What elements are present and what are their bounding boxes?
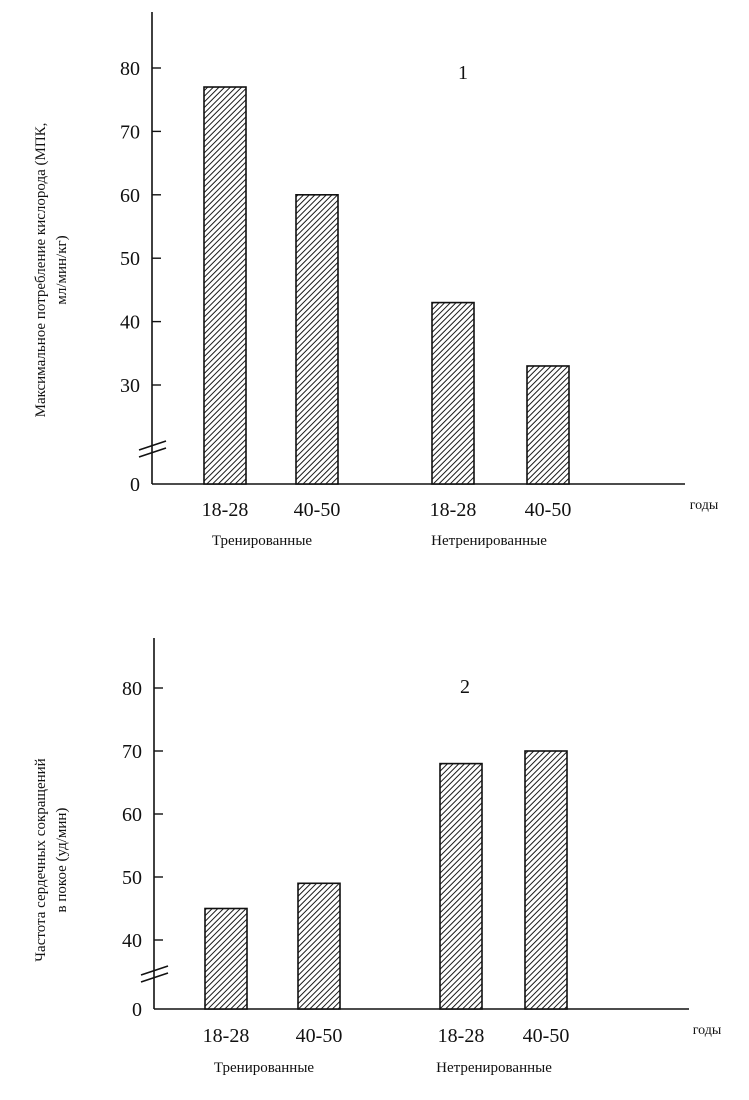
x-category-label: 40-50 xyxy=(524,499,572,521)
y-axis-title xyxy=(33,123,70,418)
y-axis-title xyxy=(33,758,70,961)
x-unit-label: годы xyxy=(689,498,719,513)
y-tick-label: 40 xyxy=(120,311,140,334)
bar-4 xyxy=(527,366,569,484)
bar-1 xyxy=(204,87,246,484)
bar-2 xyxy=(298,883,340,1009)
y-axis-title-line-2: в покое (уд/мин) xyxy=(54,807,70,913)
group-label-untrained: Нетренированные xyxy=(436,1060,552,1076)
group-label-untrained: Нетренированные xyxy=(431,533,547,549)
y-tick-label: 70 xyxy=(120,121,140,144)
bar-4 xyxy=(525,751,567,1009)
y-tick-label: 60 xyxy=(120,184,140,207)
x-category-label: 40-50 xyxy=(522,1025,570,1047)
x-unit-label: годы xyxy=(692,1023,722,1038)
x-category-label: 18-28 xyxy=(202,1025,250,1047)
bar-3 xyxy=(432,303,474,484)
x-category-label: 18-28 xyxy=(201,499,249,521)
y-axis-title-line-1: Частота сердечных сокращений xyxy=(33,758,49,962)
chart-number: 2 xyxy=(460,676,470,698)
chart-1 xyxy=(33,12,719,549)
y-zero-label: 0 xyxy=(130,474,140,496)
y-tick-label: 60 xyxy=(122,804,142,826)
y-tick-label: 50 xyxy=(120,248,140,271)
group-label-trained: Тренированные xyxy=(211,533,313,549)
bar-2 xyxy=(296,195,338,484)
bar-1 xyxy=(205,909,247,1010)
y-tick-label: 30 xyxy=(120,375,140,397)
x-category-label: 40-50 xyxy=(295,1025,343,1047)
y-tick-label: 80 xyxy=(122,678,142,700)
bar-3 xyxy=(440,764,482,1009)
y-tick-label: 40 xyxy=(122,930,142,952)
x-category-label: 18-28 xyxy=(429,499,477,521)
y-axis-title-line-1: Максимальное потребление кислорода (МПК, xyxy=(33,122,49,418)
y-zero-label: 0 xyxy=(132,999,142,1021)
chart-number: 1 xyxy=(458,62,468,84)
chart-2 xyxy=(33,638,722,1076)
group-label-trained: Тренированные xyxy=(213,1060,315,1076)
x-category-label: 18-28 xyxy=(437,1025,485,1047)
x-category-label: 40-50 xyxy=(293,499,341,521)
y-tick-label: 80 xyxy=(120,58,140,80)
y-axis-title-line-2: мл/мин/кг) xyxy=(54,235,70,305)
y-tick-label: 70 xyxy=(122,741,142,763)
y-tick-label: 50 xyxy=(122,867,142,889)
